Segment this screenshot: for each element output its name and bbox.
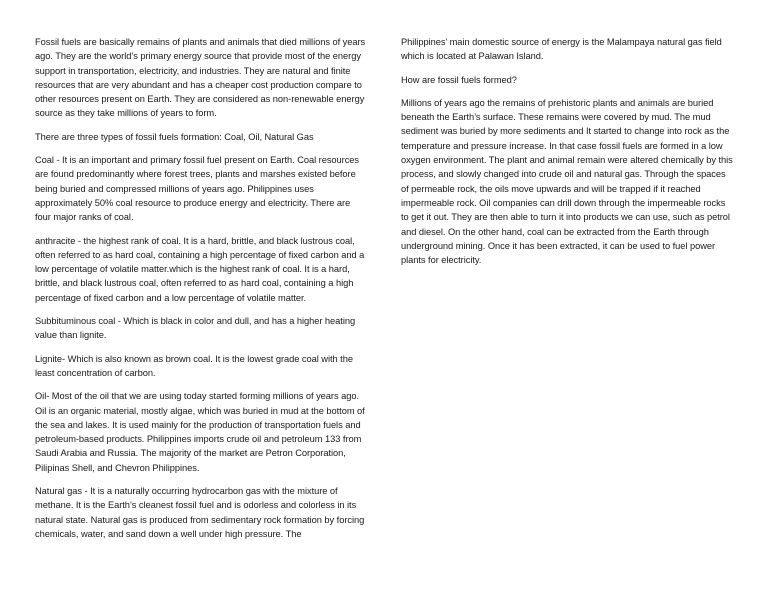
right-column (401, 35, 734, 276)
paragraph-subbituminous: Subbituminous coal - Which is black in color and dull, and has a higher heating value than lignite. (35, 316, 356, 341)
paragraph-anthracite: anthracite - the highest rank of coal. It is a hard, brittle, and black lustrous coal, often referred to as hard coal, containing a high percentage of fixed carbon and a low percentage of volatile matter.which is the highest rank of coal. It is a hard, brittle, and black lustrous coal, often referred to as hard coal, containing a high percentage of fixed carbon and a low percentage of volatile matter. (35, 235, 365, 303)
paragraph-formation: Millions of years ago the remains of prehistoric plants and animals are buried beneath the Earth’s surface. These remains were covered by mud. The mud sediment was buried by more sediments and It started to change into rock as the temperature and pressure increase. In that case fossil fuels are formed in a low oxygen environment. The plant and animal remain were altered chemically by this process, and slowly changed into crude oil and natural gas. Through the spaces of permeable rock, the oils move upwards and will be trapped if it reached impermeable rock. Oil companies can drill down through the impermeable rocks to get it out. They are then able to turn it into products we can use, such as petrol and diesel. On the other hand, coal can be extracted from the Earth through underground mining. Once it has been extracted, it can be used to fuel power plants for electricity. (401, 97, 733, 266)
paragraph-oil: Oil- Most of the oil that we are using today started forming millions of years ago. Oil is an organic material, mostly algae, which was buried in mud at the bottom of the sea and lakes. It is used mainly for the production of transportation fuels and petroleum-based products. Philippines imports crude oil and petroleum 133 from Saudi Arabia and Russia. The majority of the market are Petron Corporation, Pilipinas Shell, and Chevron Philippines. (35, 391, 365, 473)
paragraph-intro: Fossil fuels are basically remains of plants and animals that died millions of years ago. They are the world’s primary energy source that provide most of the energy support in transportation, electricity, and industries. They are natural and finite resources that are very abundant and has a cheaper cost production compare to other resources present on Earth. They are considered as non-renewable energy source as they take millions of years to form. (35, 37, 366, 119)
paragraph-lignite: Lignite- Which is also known as brown coal. It is the lowest grade coal with the least concentration of carbon. (35, 353, 353, 378)
left-column (35, 35, 368, 550)
paragraph-types: There are three types of fossil fuels formation: Coal, Oil, Natural Gas (35, 131, 314, 142)
paragraph-natural-gas: Natural gas - It is a naturally occurring hydrocarbon gas with the mixture of methane. It is the Earth’s cleanest fossil fuel and is odorless and colorless in its natural state. Natural gas is produced from sedimentary rock formation by forcing chemicals, water, and sand down a well under high pressure. The (35, 486, 365, 539)
paragraph-malampaya: Philippines’ main domestic source of energy is the Malampaya natural gas field which is located at Palawan Island. (401, 37, 722, 62)
paragraph-coal: Coal - It is an important and primary fossil fuel present on Earth. Coal resources are found predominantly where forest trees, plants and marshes existed before being buried and compressed millions of years ago. Philippines uses approximately 50% coal resource to produce energy and electricity. There are four major ranks of coal. (35, 155, 360, 223)
section-question: How are fossil fuels formed? (401, 74, 517, 85)
